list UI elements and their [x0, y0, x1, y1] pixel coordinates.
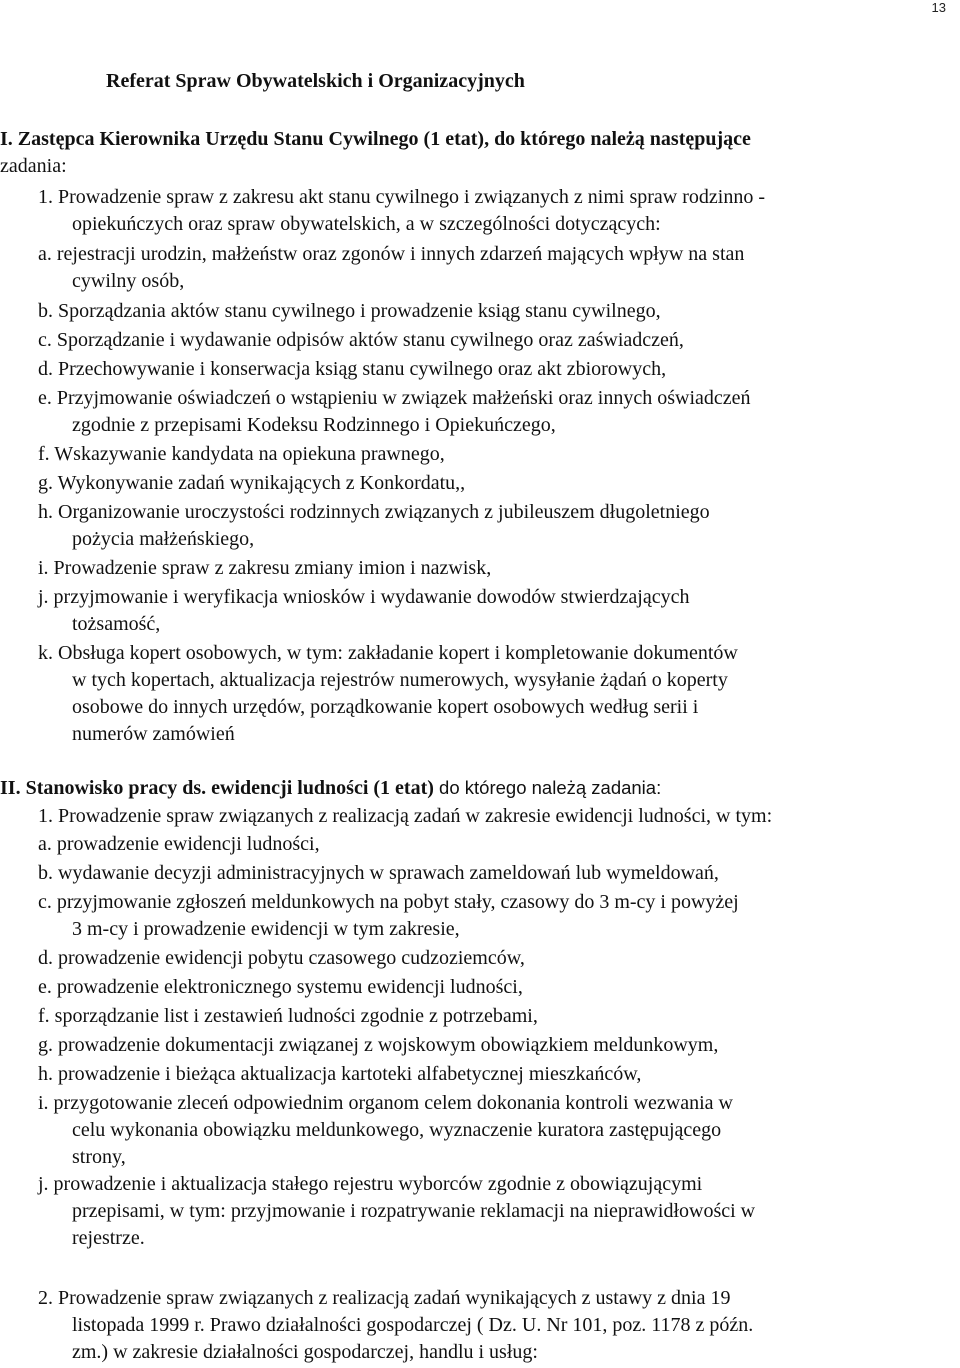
- section1-heading: I. Zastępca Kierownika Urzędu Stanu Cywilnego (1 etat), do którego należą następujące: [0, 128, 751, 150]
- section2-j-line3: rejestrze.: [72, 1227, 145, 1249]
- section1-j-line2: tożsamość,: [72, 613, 161, 635]
- section2-g: g. prowadzenie dokumentacji związanej z wojskowym obowiązkiem meldunkowym,: [38, 1034, 719, 1056]
- section1-h-line1: h. Organizowanie uroczystości rodzinnych związanych z jubileuszem długoletniego: [38, 501, 710, 523]
- section1-e-line1: e. Przyjmowanie oświadczeń o wstąpieniu w związek małżeński oraz innych oświadczeń: [38, 387, 751, 409]
- section1-k-line4: numerów zamówień: [72, 723, 235, 745]
- section2-heading: [0, 774, 661, 802]
- section1-b: b. Sporządzania aktów stanu cywilnego i prowadzenie ksiąg stanu cywilnego,: [38, 300, 661, 322]
- section2-f: f. sporządzanie list i zestawień ludności zgodnie z potrzebami,: [38, 1005, 538, 1027]
- section2-b: b. wydawanie decyzji administracyjnych w sprawach zameldowań lub wymeldowań,: [38, 862, 719, 884]
- section2-heading-bold: II. Stanowisko pracy ds. ewidencji ludności (1 etat): [0, 777, 434, 799]
- section2-item1: 1. Prowadzenie spraw związanych z realizacją zadań w zakresie ewidencji ludności, w tym:: [38, 805, 773, 827]
- section2-i-line3: strony,: [72, 1146, 126, 1168]
- section1-i: i. Prowadzenie spraw z zakresu zmiany imion i nazwisk,: [38, 557, 492, 579]
- section2-item2-line2: listopada 1999 r. Prawo działalności gospodarczej ( Dz. U. Nr 101, poz. 1178 z późn.: [72, 1314, 754, 1336]
- section1-d: d. Przechowywanie i konserwacja ksiąg stanu cywilnego oraz akt zbiorowych,: [38, 358, 667, 380]
- document-title: Referat Spraw Obywatelskich i Organizacyjnych: [106, 70, 525, 92]
- section2-c-line1: c. przyjmowanie zgłoszeń meldunkowych na pobyt stały, czasowy do 3 m-cy i powyżej: [38, 891, 739, 913]
- section1-heading-cont: zadania:: [0, 155, 67, 177]
- section1-c: c. Sporządzanie i wydawanie odpisów aktów stanu cywilnego oraz zaświadczeń,: [38, 329, 684, 351]
- section2-j-line2: przepisami, w tym: przyjmowanie i rozpatrywanie reklamacji na nieprawidłowości w: [72, 1200, 756, 1222]
- section2-a: a. prowadzenie ewidencji ludności,: [38, 833, 320, 855]
- section1-j-line1: j. przyjmowanie i weryfikacja wniosków i wydawanie dowodów stwierdzających: [38, 586, 690, 608]
- section1-k-line1: k. Obsługa kopert osobowych, w tym: zakładanie kopert i kompletowanie dokumentów: [38, 642, 738, 664]
- section1-k-line2: w tych kopertach, aktualizacja rejestrów numerowych, wysyłanie żądań o koperty: [72, 669, 728, 691]
- section2-d: d. prowadzenie ewidencji pobytu czasowego cudzoziemców,: [38, 947, 525, 969]
- section1-k-line3: osobowe do innych urzędów, porządkowanie kopert osobowych według serii i: [72, 696, 699, 718]
- section1-f: f. Wskazywanie kandydata na opiekuna prawnego,: [38, 443, 445, 465]
- section2-i-line1: i. przygotowanie zleceń odpowiednim organom celem dokonania kontroli wezwania w: [38, 1092, 733, 1114]
- section2-c-line2: 3 m-cy i prowadzenie ewidencji w tym zakresie,: [72, 918, 460, 940]
- section2-item2-line3: zm.) w zakresie działalności gospodarczej, handlu i usług:: [72, 1341, 538, 1363]
- section1-a-line2: cywilny osób,: [72, 270, 185, 292]
- page-number: 13: [931, 0, 946, 15]
- section1-item1-line1: 1. Prowadzenie spraw z zakresu akt stanu cywilnego i związanych z nimi spraw rodzinno -: [38, 186, 765, 208]
- section2-heading-rest: do którego należą zadania:: [433, 777, 662, 798]
- section2-h: h. prowadzenie i bieżąca aktualizacja kartoteki alfabetycznej mieszkańców,: [38, 1063, 642, 1085]
- section1-h-line2: pożycia małżeńskiego,: [72, 528, 255, 550]
- section2-i-line2: celu wykonania obowiązku meldunkowego, wyznaczenie kuratora zastępującego: [72, 1119, 722, 1141]
- section2-item2-line1: 2. Prowadzenie spraw związanych z realizacją zadań wynikających z ustawy z dnia 19: [38, 1287, 731, 1309]
- section1-a-line1: a. rejestracji urodzin, małżeństw oraz zgonów i innych zdarzeń mających wpływ na stan: [38, 243, 745, 265]
- section1-e-line2: zgodnie z przepisami Kodeksu Rodzinnego i Opiekuńczego,: [72, 414, 556, 436]
- section1-item1-line2: opiekuńczych oraz spraw obywatelskich, a w szczególności dotyczących:: [72, 213, 661, 235]
- section1-g: g. Wykonywanie zadań wynikających z Konkordatu,,: [38, 472, 466, 494]
- section2-e: e. prowadzenie elektronicznego systemu ewidencji ludności,: [38, 976, 523, 998]
- section2-j-line1: j. prowadzenie i aktualizacja stałego rejestru wyborców zgodnie z obowiązującymi: [38, 1173, 703, 1195]
